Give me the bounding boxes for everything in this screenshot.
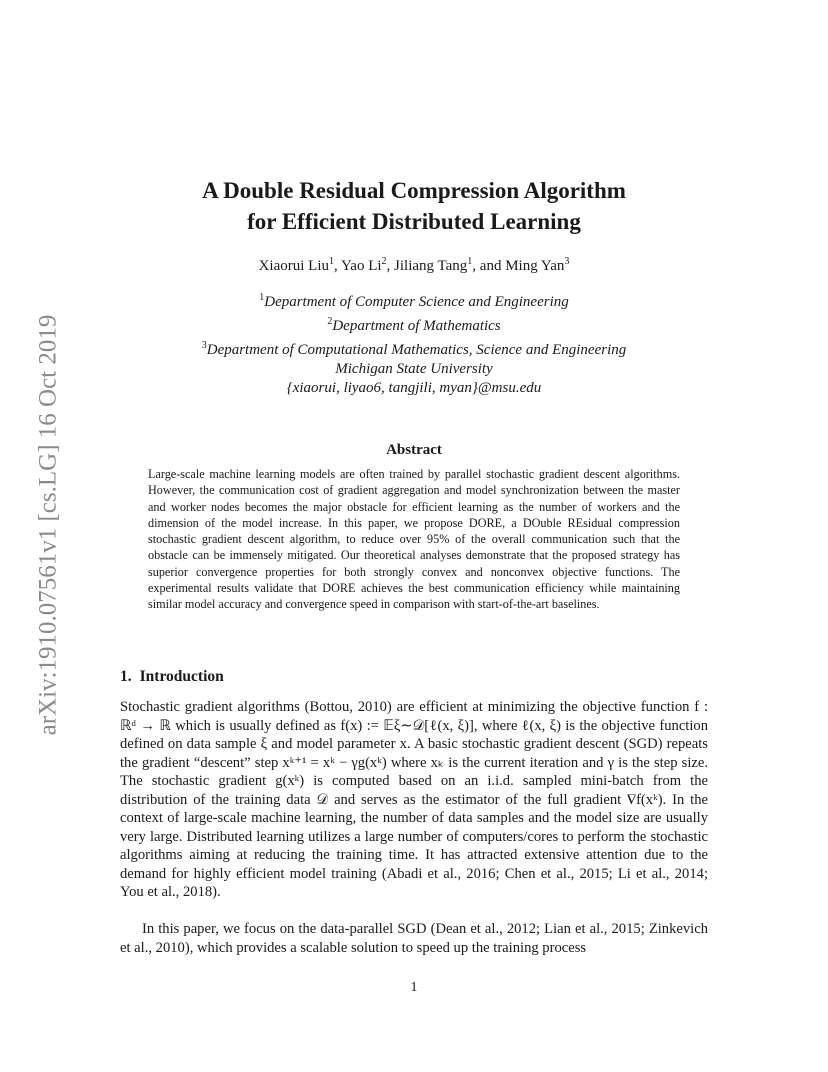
- arxiv-identifier-text: arXiv:1910.07561v1 [cs.LG] 16 Oct 2019: [34, 314, 62, 736]
- paper-title: [100, 175, 728, 237]
- affiliation-mark: 1: [259, 292, 265, 303]
- author-affiliation-mark: 1: [329, 256, 334, 267]
- author-affiliation-mark: 2: [381, 256, 387, 267]
- author-name: Ming Yan: [505, 258, 565, 274]
- author-list: [100, 256, 728, 275]
- arxiv-identifier-stamp: [36, 290, 60, 760]
- page-number: 1: [410, 980, 418, 995]
- author-separator: ,: [334, 258, 341, 274]
- author-name: Yao Li: [340, 258, 382, 274]
- affiliation-line: [100, 312, 728, 336]
- abstract-heading: Abstract: [386, 442, 442, 458]
- affiliation-mark: 3: [201, 340, 207, 351]
- abstract-body: Large-scale machine learning models are often trained by parallel stochastic gradient descent algorithms. However, the communication cost of gradient aggregation and model synchronization between the master and worker nodes becomes the major obstacle for efficient learning as the number of workers and the dimension of the model increase. In this paper, we propose DORE, a DOuble REsidual compression stochastic gradient descent algorithm, to reduce over 95% of the overall communication such that the obstacle can be immensely mitigated. Our theoretical analyses demonstrate that the proposed strategy has superior convergence properties for both strongly convex and nonconvex objective functions. The experimental results validate that DORE achieves the best communication efficiency while maintaining similar model accuracy and convergence speed in comparison with start-of-the-art baselines.: [148, 467, 680, 612]
- author-emails: {xiaorui, liyao6, tangjili, myan}@msu.edu: [286, 380, 542, 396]
- section-heading: [120, 668, 224, 686]
- author-name: Xiaorui Liu: [258, 258, 329, 274]
- affiliation-text: Department of Mathematics: [332, 318, 501, 334]
- section-title: Introduction: [139, 668, 224, 685]
- university-name: Michigan State University: [335, 361, 493, 377]
- author-affiliation-mark: 3: [564, 256, 570, 267]
- affiliation-line: [100, 288, 728, 312]
- affiliation-mark: 2: [327, 316, 333, 327]
- affiliation-text: Department of Computer Science and Engineering: [264, 294, 569, 310]
- paper-title-line-1: A Double Residual Compression Algorithm: [202, 178, 626, 203]
- body-paragraph: Stochastic gradient algorithms (Bottou, 2010) are efficient at minimizing the objective function f : ℝᵈ → ℝ which is usually defined as f(x) := 𝔼ξ∼𝒟[ℓ(x, ξ)], where ℓ(x, ξ) is the objective function defined on data sample ξ and model parameter x. A basic stochastic gradient descent (SGD) repeats the gradient “descent” step xᵏ⁺¹ = xᵏ − γg(xᵏ) where xₖ is the current iteration and γ is the step size. The stochastic gradient g(xᵏ) is computed based on an i.i.d. sampled mini-batch from the distribution of the training data 𝒟 and serves as the estimator of the full gradient ∇f(xᵏ). In the context of large-scale machine learning, the number of data samples and the model size are usually very large. Distributed learning utilizes a large number of computers/cores to perform the stochastic algorithms aiming at reducing the training time. It has attracted extensive attention due to the demand for highly efficient model training (Abadi et al., 2016; Chen et al., 2015; Li et al., 2014; You et al., 2018).: [120, 699, 708, 900]
- author-name: Jiliang Tang: [394, 258, 468, 274]
- author-separator: ,: [386, 258, 395, 274]
- author-affiliation-mark: 1: [467, 256, 473, 267]
- author-separator: , and: [472, 258, 506, 274]
- affiliation-text: Department of Computational Mathematics, Science and Engineering: [206, 342, 627, 358]
- affiliation-block: [100, 288, 728, 398]
- paper-title-line-2: for Efficient Distributed Learning: [247, 209, 581, 234]
- body-paragraph: In this paper, we focus on the data-parallel SGD (Dean et al., 2012; Lian et al., 2015; Zinkevich et al., 2010), which provides a scalable solution to speed up the training process: [120, 921, 708, 956]
- affiliation-line: [100, 336, 728, 360]
- section-number: 1.: [120, 668, 132, 685]
